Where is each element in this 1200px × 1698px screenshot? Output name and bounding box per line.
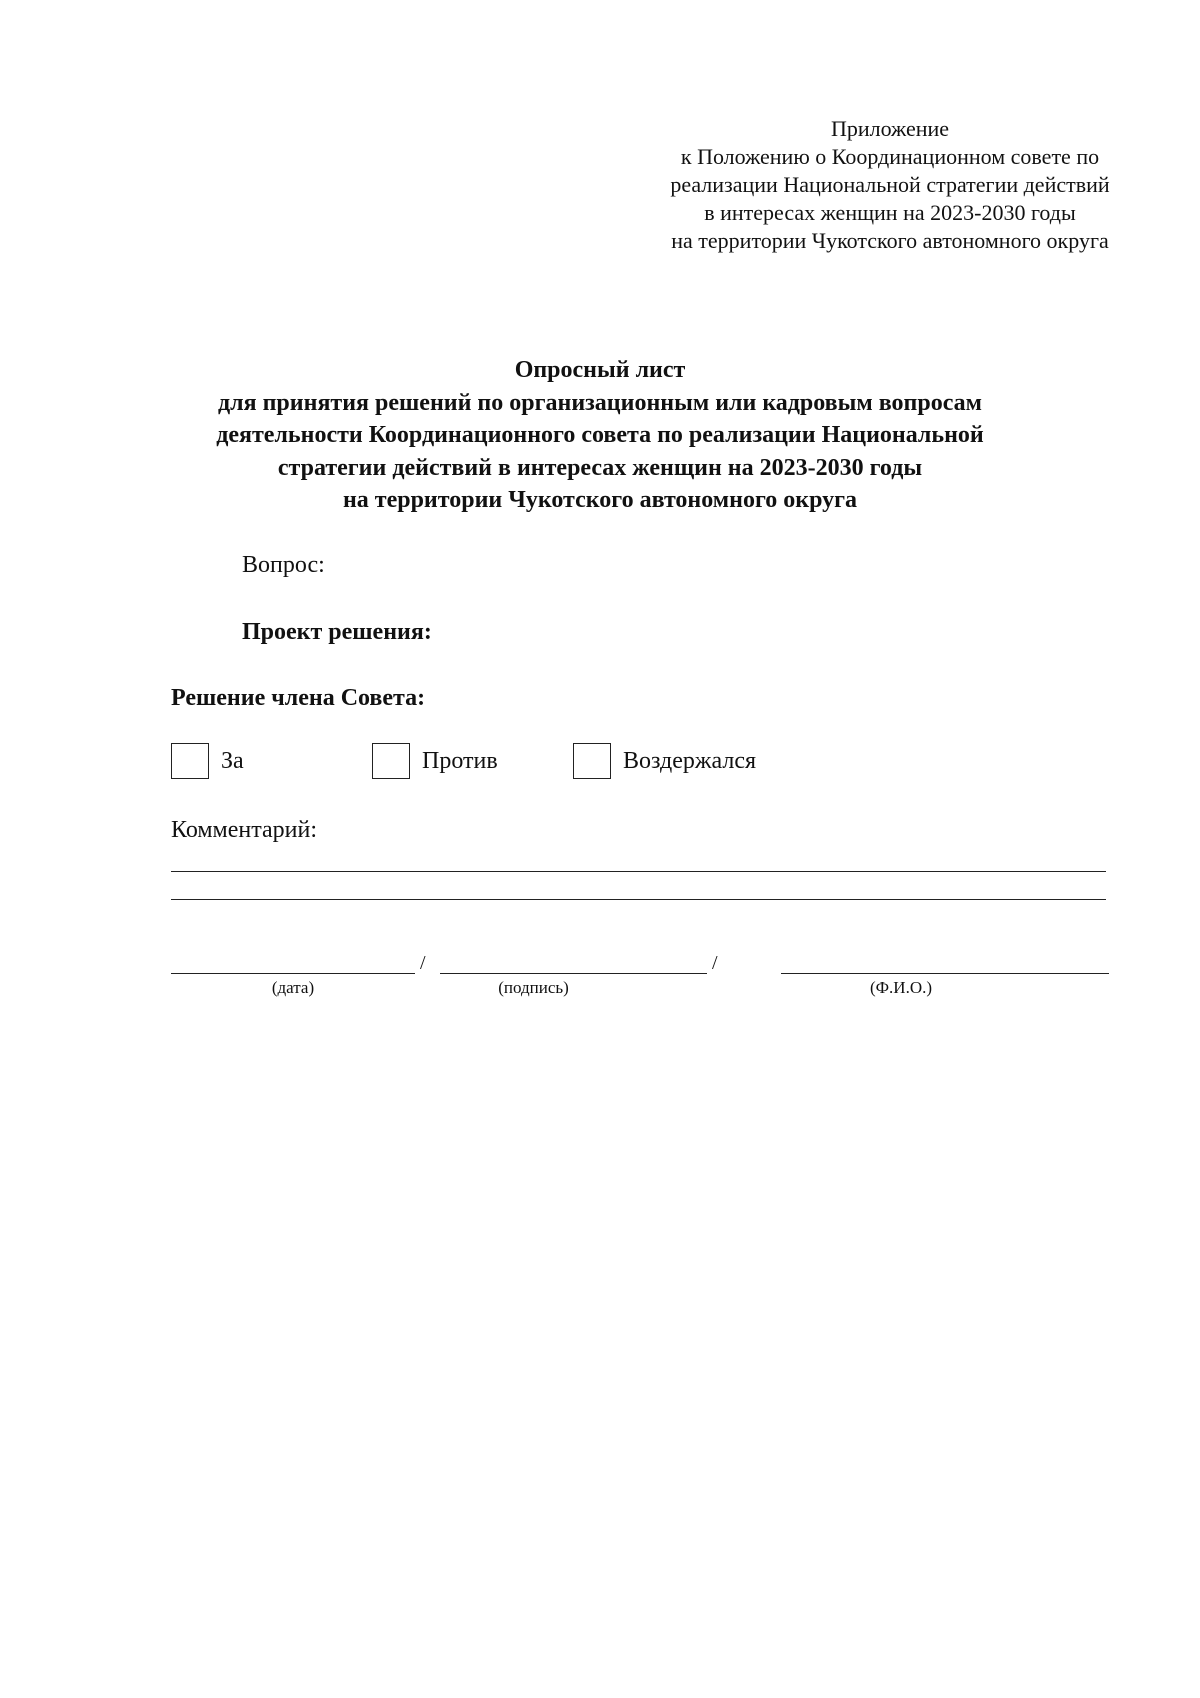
signature-field-line[interactable]: [440, 973, 707, 974]
appendix-line: на территории Чукотского автономного округа: [671, 228, 1109, 253]
comment-line[interactable]: [171, 871, 1106, 872]
title-line: Опросный лист: [514, 357, 686, 383]
date-caption: (дата): [271, 978, 315, 997]
separator-slash: /: [712, 952, 718, 974]
appendix-line: реализации Национальной стратегии действий: [670, 172, 1110, 197]
vote-abstain-checkbox[interactable]: [573, 743, 611, 779]
draft-decision-label: Проект решения:: [242, 619, 432, 645]
question-label: Вопрос:: [242, 552, 325, 578]
vote-abstain-label: Воздержался: [623, 748, 757, 774]
separator-slash: /: [420, 952, 426, 974]
appendix-line: в интересах женщин на 2023-2030 годы: [704, 200, 1076, 225]
title-line: на территории Чукотского автономного округа: [342, 487, 858, 513]
title-line: стратегии действий в интересах женщин на 2023-2030 годы: [277, 454, 923, 481]
vote-against-checkbox[interactable]: [372, 743, 410, 779]
name-caption: (Ф.И.О.): [869, 978, 933, 997]
title-line: деятельности Координационного совета по реализации Национальной: [216, 422, 984, 448]
comment-label: Комментарий:: [171, 817, 318, 843]
appendix-header: [600, 115, 1180, 255]
signature-caption: (подпись): [498, 978, 569, 997]
vote-for-checkbox[interactable]: [171, 743, 209, 779]
vote-for-label: За: [221, 748, 244, 774]
member-decision-label: Решение члена Совета:: [171, 685, 426, 711]
document-title: [0, 354, 1200, 517]
comment-line[interactable]: [171, 899, 1106, 900]
appendix-line: Приложение: [830, 116, 950, 141]
name-field-line[interactable]: [781, 973, 1109, 974]
title-line: для принятия решений по организационным или кадровым вопросам: [218, 389, 982, 416]
appendix-line: к Положению о Координационном совете по: [680, 144, 1100, 169]
date-field-line[interactable]: [171, 973, 415, 974]
vote-against-label: Против: [422, 748, 498, 774]
